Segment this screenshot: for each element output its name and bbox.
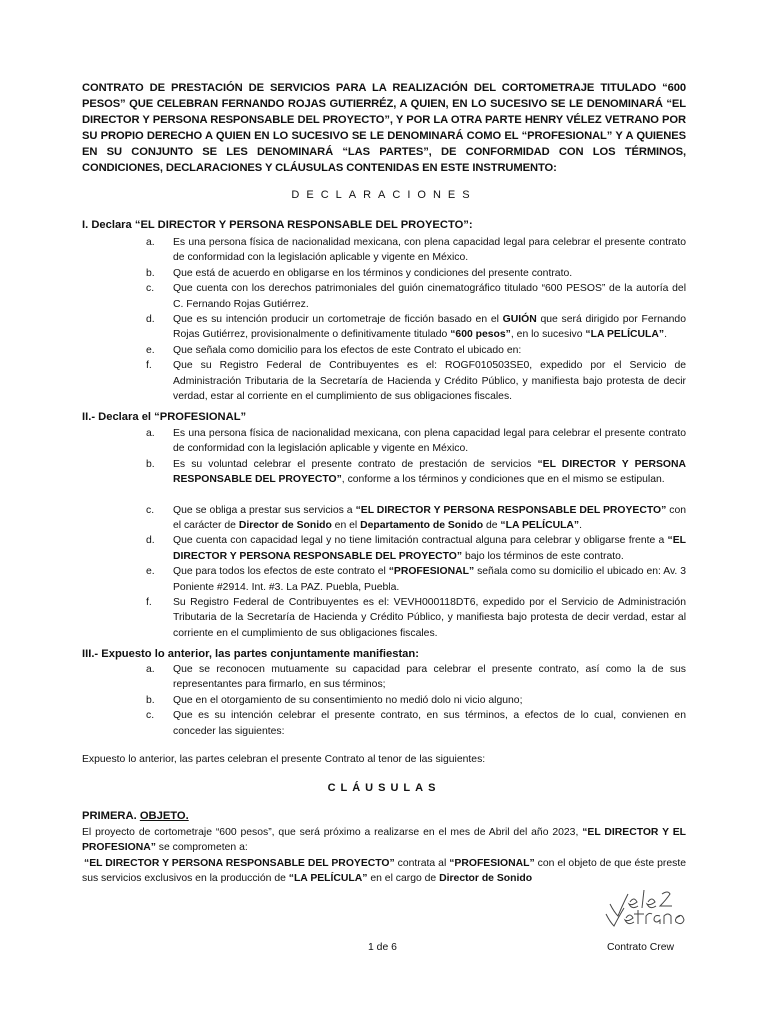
section-1-heading: I. Declara “EL DIRECTOR Y PERSONA RESPONSABLE DEL PROYECTO”: xyxy=(82,219,473,231)
footer-label: Contrato Crew xyxy=(607,942,674,953)
list-item: b. Que en el otorgamiento de su consentimiento no medió dolo ni vicio alguno; xyxy=(146,694,523,706)
list-item: a. Que se reconocen mutuamente su capacidad para celebrar el presente contrato, así como la de sus representantes para firmarlo, en sus términos; xyxy=(146,664,686,691)
list-item: b. Es su voluntad celebrar el presente contrato de prestación de servicios “EL DIRECTOR Y PERSONA RESPONSABLE DEL PROYECTO”, conforme a los términos y condiciones que en el mismo se estipulan. xyxy=(146,458,686,486)
list-item: d. Que cuenta con capacidad legal y no tiene limitación contractual alguna para celebrar y obligarse frente a “EL DIRECTOR Y PERSONA RESPONSABLE DEL PROYECTO” bajo los términos de este contrato. xyxy=(146,535,686,562)
clause-primera-paragraph-2: “EL DIRECTOR Y PERSONA RESPONSABLE DEL PROYECTO” contrata al “PROFESIONAL” con el objeto de que éste preste sus servicios exclusivos en la producción de “LA PELÍCULA” en el cargo de Director de Sonido xyxy=(82,858,686,885)
declaraciones-heading: DECLARACIONES xyxy=(291,189,477,201)
list-item: d. Que es su intención producir un cortometraje de ficción basado en el GUIÓN que será dirigido por Fernando Rojas Gutiérrez, provisionalmente o definitivamente titulado “600 pesos”, en lo sucesivo “LA PELÍCULA”. xyxy=(146,314,686,341)
list-item: c. Que es su intención celebrar el presente contrato, en sus términos, a efectos de lo cual, convienen en conceder las siguientes: xyxy=(146,710,686,737)
list-item: e. Que señala como domicilio para los efectos de este Contrato el ubicado en: xyxy=(146,344,522,356)
section-1-list xyxy=(146,235,686,404)
section-2-heading: II.- Declara el “PROFESIONAL” xyxy=(82,411,247,423)
section-3-list xyxy=(146,662,686,739)
clause-title: OBJETO. xyxy=(139,810,189,822)
list-item: f. Que su Registro Federal de Contribuyentes es el: ROGF010503SE0, expedido por el Servicio de Administración Tributaria de la Secretaría de Hacienda y Crédito Público, y manifiesta bajo protesta de decir verdad, estar al corriente en el cumplimiento de sus obligaciones fiscales. xyxy=(146,360,686,403)
section-2-list xyxy=(146,426,686,641)
list-item: c. Que se obliga a prestar sus servicios a “EL DIRECTOR Y PERSONA RESPONSABLE DEL PROYECTO” con el carácter de Director de Sonido en el Departamento de Sonido de “LA PELÍCULA”. xyxy=(146,504,686,532)
contract-title: CONTRATO DE PRESTACIÓN DE SERVICIOS PARA LA REALIZACIÓN DEL CORTOMETRAJE TITULADO “600 PESOS” QUE CELEBRAN FERNANDO ROJAS GUTIERRÉZ, A QUIEN, EN LO SUCESIVO SE LE DENOMINARÁ “EL DIRECTOR Y PERSONA RESPONSABLE DEL PROYECTO”, Y POR LA OTRA PARTE HENRY VÉLEZ VETRANO POR SU PROPIO DERECHO A QUIEN EN LO SUCESIVO SE LE DENOMINARÁ COMO EL “PROFESIONAL” Y A QUIENES EN SU CONJUNTO SE LES DENOMINARÁ “LAS PARTES”, DE CONFORMIDAD CON LOS TÉRMINOS, CONDICIONES, DECLARACIONES Y CLÁUSULAS CONTENIDAS EN ESTE INSTRUMENTO: xyxy=(82,82,686,174)
list-item: a. Es una persona física de nacionalidad mexicana, con plena capacidad legal para celebrar el presente contrato de conformidad con la legislación aplicable y vigente en México. xyxy=(146,428,686,455)
list-item: e. Que para todos los efectos de este contrato el “PROFESIONAL” señala como su domicilio el ubicado en: Av. 3 Poniente #2914. Int. #3. La PAZ. Puebla, Puebla. xyxy=(146,566,686,593)
expuesto-paragraph: Expuesto lo anterior, las partes celebran el presente Contrato al tenor de las siguientes: xyxy=(82,754,486,765)
section-3-heading: III.- Expuesto lo anterior, las partes conjuntamente manifiestan: xyxy=(82,648,419,660)
clause-label: PRIMERA. xyxy=(82,810,137,822)
list-item: a. Es una persona física de nacionalidad mexicana, con plena capacidad legal para celebrar el presente contrato de conformidad con la legislación aplicable y vigente en México. xyxy=(146,237,686,264)
list-item: b. Que está de acuerdo en obligarse en los términos y condiciones del presente contrato. xyxy=(146,267,573,279)
page-number: 1 de 6 xyxy=(368,942,397,953)
list-item: c. Que cuenta con los derechos patrimoniales del guión cinematográfico titulado “600 PESOS” de la autoría del C. Fernando Rojas Gutiérrez. xyxy=(146,283,686,310)
handwritten-signature xyxy=(604,886,694,928)
list-item: f. Su Registro Federal de Contribuyentes es el: VEVH000118DT6, expedido por el Servicio de Administración Tributaria de la Secretaría de Hacienda y Crédito Público, y manifiesta bajo protesta de decir verdad, estar al corriente en el cumplimiento de sus obligaciones fiscales. xyxy=(146,597,686,639)
clausulas-heading: CLÁUSULAS xyxy=(327,782,441,794)
clause-primera-heading xyxy=(82,810,189,822)
clause-primera-paragraph-1: El proyecto de cortometraje “600 pesos”, que será próximo a realizarse en el mes de Abril del año 2023, “EL DIRECTOR Y EL PROFESIONA” se comprometen a: xyxy=(82,827,686,854)
